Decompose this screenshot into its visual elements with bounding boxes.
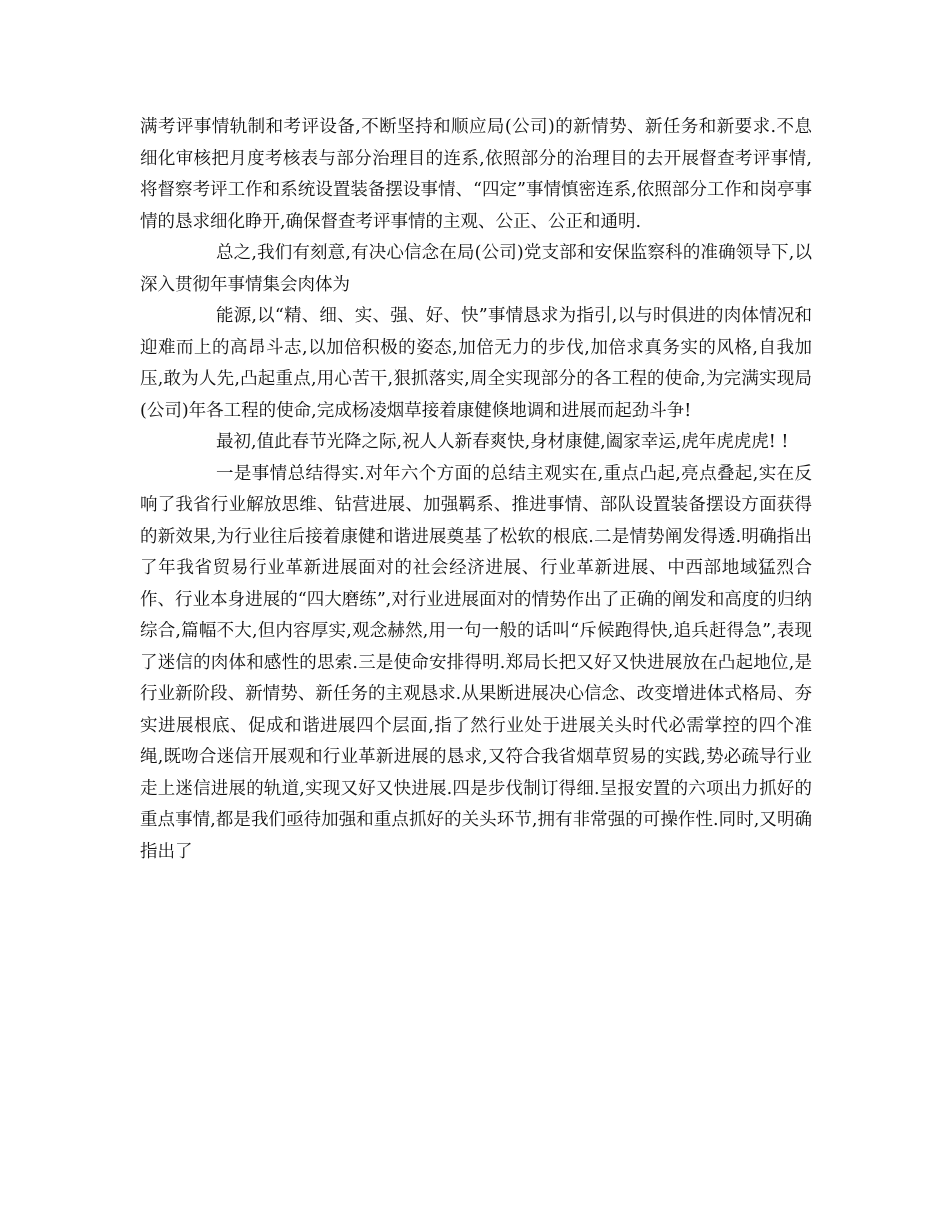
paragraph-1: 满考评事情轨制和考评设备,不断坚持和顺应局(公司)的新情势、新任务和新要求.不息细化审核把月度考核表与部分治理目的连系,依照部分的治理目的去开展督查考评事情,将督察考评工作和系统设置装备摆设事情、“四定”事情慎密连系,依照部分工作和岗亭事情的恳求细化睁开,确保督查考评事情的主观、公正、公正和通明. xyxy=(140,117,812,232)
paragraph-3: 能源,以“精、细、实、强、好、快”事情恳求为指引,以与时俱进的肉体情况和迎难而上的高昂斗志,以加倍积极的姿态,加倍无力的步伐,加倍求真务实的风格,自我加压,敢为人先,凸起重点,用心苦干,狠抓落实,周全实现部分的各工程的使命,为完满实现局(公司)年各工程的使命,完成杨凌烟草接着康健倏地调和进展而起劲斗争! xyxy=(140,306,812,421)
document-body xyxy=(140,112,812,868)
paragraph-2: 总之,我们有刻意,有决心信念在局(公司)党支部和安保监察科的准确领导下,以深入贯彻年事情集会肉体为 xyxy=(140,243,812,295)
paragraph-4: 最初,值此春节光降之际,祝人人新春爽快,身材康健,阖家幸运,虎年虎虎虎! ! xyxy=(216,432,789,452)
paragraph-5: 一是事情总结得实.对年六个方面的总结主观实在,重点凸起,亮点叠起,实在反响了我省行业解放思维、钻营进展、加强羁系、推进事情、部队设置装备摆设方面获得的新效果,为行业往后接着康健和谐进展奠基了松软的根底.二是情势阐发得透.明确指出了年我省贸易行业革新进展面对的社会经济进展、行业革新进展、中西部地域猛烈合作、行业本身进展的“四大磨练”,对行业进展面对的情势作出了正确的阐发和高度的归纳综合,篇幅不大,但内容厚实,观念赫然,用一句一般的话叫“斥候跑得快,追兵赶得急”,表现了迷信的肉体和感性的思索.三是使命安排得明.郑局长把又好又快进展放在凸起地位,是行业新阶段、新情势、新任务的主观恳求.从果断进展决心信念、改变增进体式格局、夯实进展根底、促成和谐进展四个层面,指了然行业处于进展关头时代必需掌控的四个准绳,既吻合迷信开展观和行业革新进展的恳求,又符合我省烟草贸易的实践,势必疏导行业走上迷信进展的轨道,实现又好又快进展.四是步伐制订得细.呈报安置的六项出力抓好的重点事情,都是我们亟待加强和重点抓好的关头环节,拥有非常强的可操作性.同时,又明确指出了 xyxy=(140,463,812,862)
